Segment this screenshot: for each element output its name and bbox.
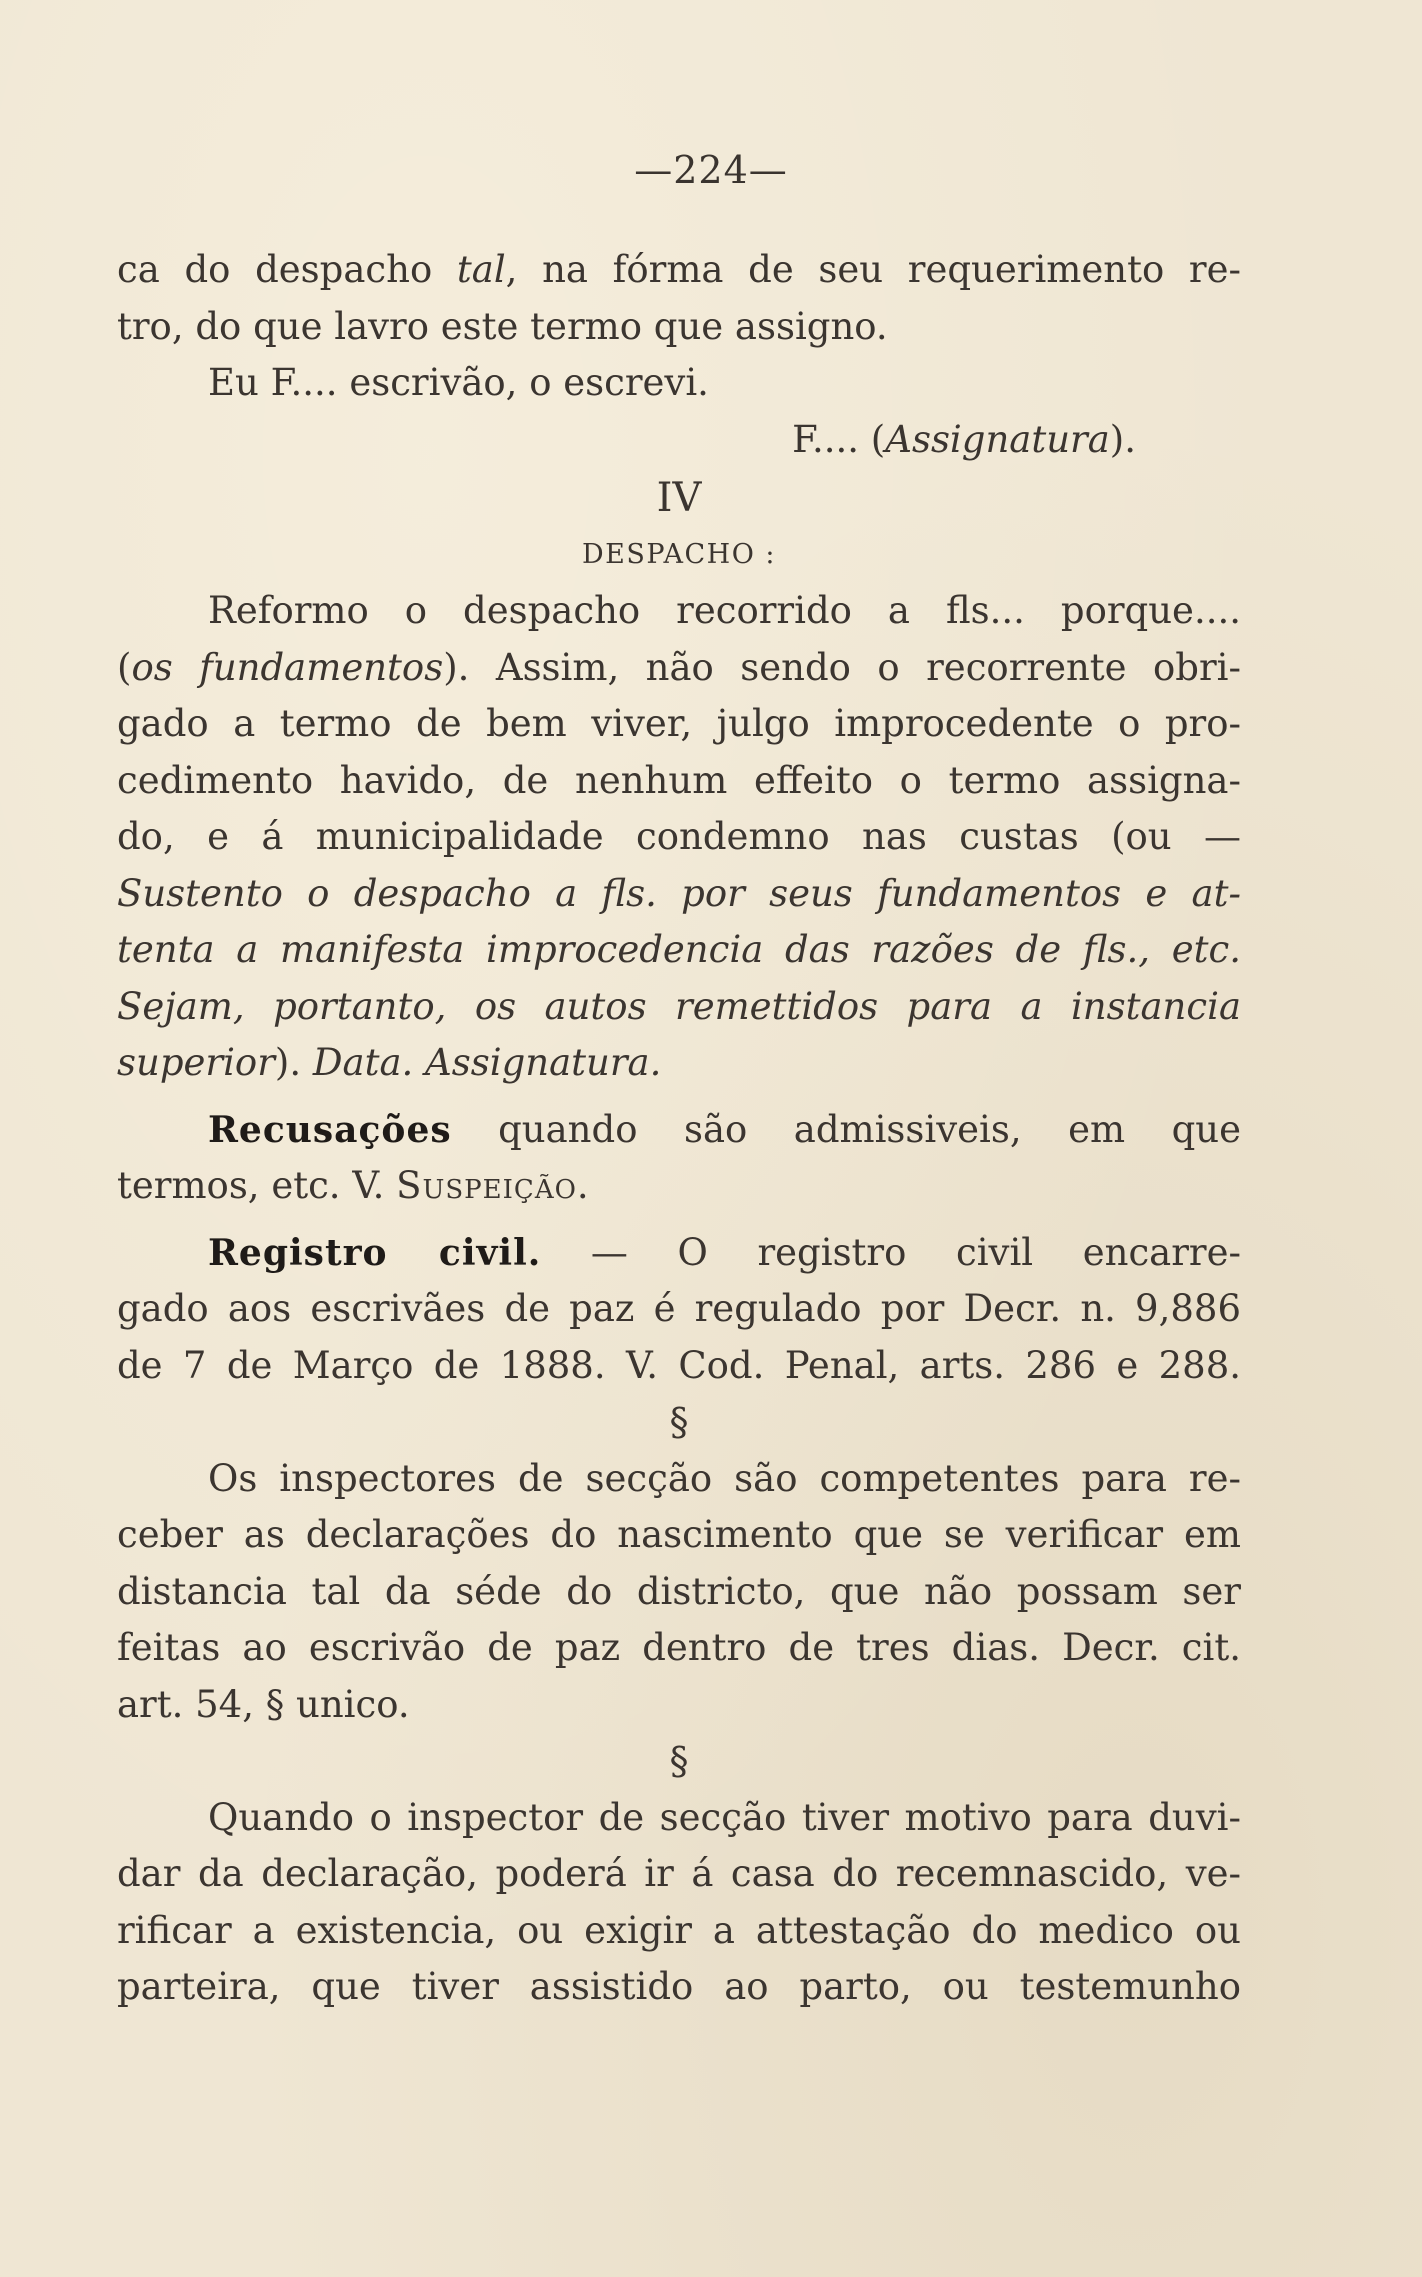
line: superior). Data. Assignatura. (117, 1041, 662, 1084)
section-mark: § (669, 1739, 689, 1783)
page-number: —224— (634, 148, 788, 192)
line: Sustento o despacho a fls. por seus fundamentos e at- (117, 871, 1241, 915)
line: termos, etc. V. Suspeição. (117, 1164, 590, 1207)
text-block-1 (117, 242, 1241, 2016)
line: Registro civil. — O registro civil encarre- (208, 1230, 1242, 1274)
signature-line: F.... (Assignatura). (792, 417, 1136, 461)
line: do, e á municipalidade condemno nas custas (ou — (117, 815, 1241, 858)
line: gado a termo de bem viver, julgo improcedente o pro- (117, 702, 1241, 745)
line: parteira, que tiver assistido ao parto, ou testemunho (117, 1965, 1241, 2008)
line: Quando o inspector de secção tiver motivo para duvi- (208, 1795, 1241, 1839)
line: Eu F.... escrivão, o escrevi. (208, 361, 709, 404)
entry-heading-recusacoes: Recusações (208, 1108, 452, 1151)
line: cedimento havido, de nenhum effeito o termo assigna- (117, 758, 1241, 802)
section-heading-iv: IV (656, 475, 702, 521)
line: Os inspectores de secção são competentes para re- (208, 1456, 1241, 1500)
line: dar da declaração, poderá ir á casa do recemnascido, ve- (117, 1852, 1241, 1895)
line: tro, do que lavro este termo que assigno. (117, 304, 888, 348)
line: Recusações quando são admissiveis, em que (208, 1107, 1241, 1151)
line: ca do despacho tal, na fórma de seu requerimento re- (117, 248, 1242, 291)
line: Sejam, portanto, os autos remettidos para a instancia (117, 984, 1241, 1028)
line: distancia tal da séde do districto, que não possam ser (117, 1569, 1241, 1613)
line: Reformo o despacho recorrido a fls... porque.... (208, 589, 1241, 632)
line: (os fundamentos). Assim, não sendo o recorrente obri- (117, 645, 1241, 689)
line: rificar a existencia, ou exigir a attestação do medico ou (117, 1908, 1241, 1952)
line: art. 54, § unico. (117, 1682, 410, 1726)
line: feitas ao escrivão de paz dentro de tres dias. Decr. cit. (117, 1626, 1241, 1669)
line: gado aos escrivães de paz é regulado por Decr. n. 9,886 (117, 1287, 1241, 1330)
line: tenta a manifesta improcedencia das razões de fls., etc. (117, 928, 1241, 971)
section-mark: § (669, 1400, 689, 1444)
despacho-label: DESPACHO : (581, 538, 777, 570)
line: de 7 de Março de 1888. V. Cod. Penal, arts. 286 e 288. (117, 1343, 1241, 1387)
entry-heading-registro-civil: Registro civil. (208, 1231, 542, 1274)
line: ceber as declarações do nascimento que se verificar em (117, 1513, 1241, 1556)
